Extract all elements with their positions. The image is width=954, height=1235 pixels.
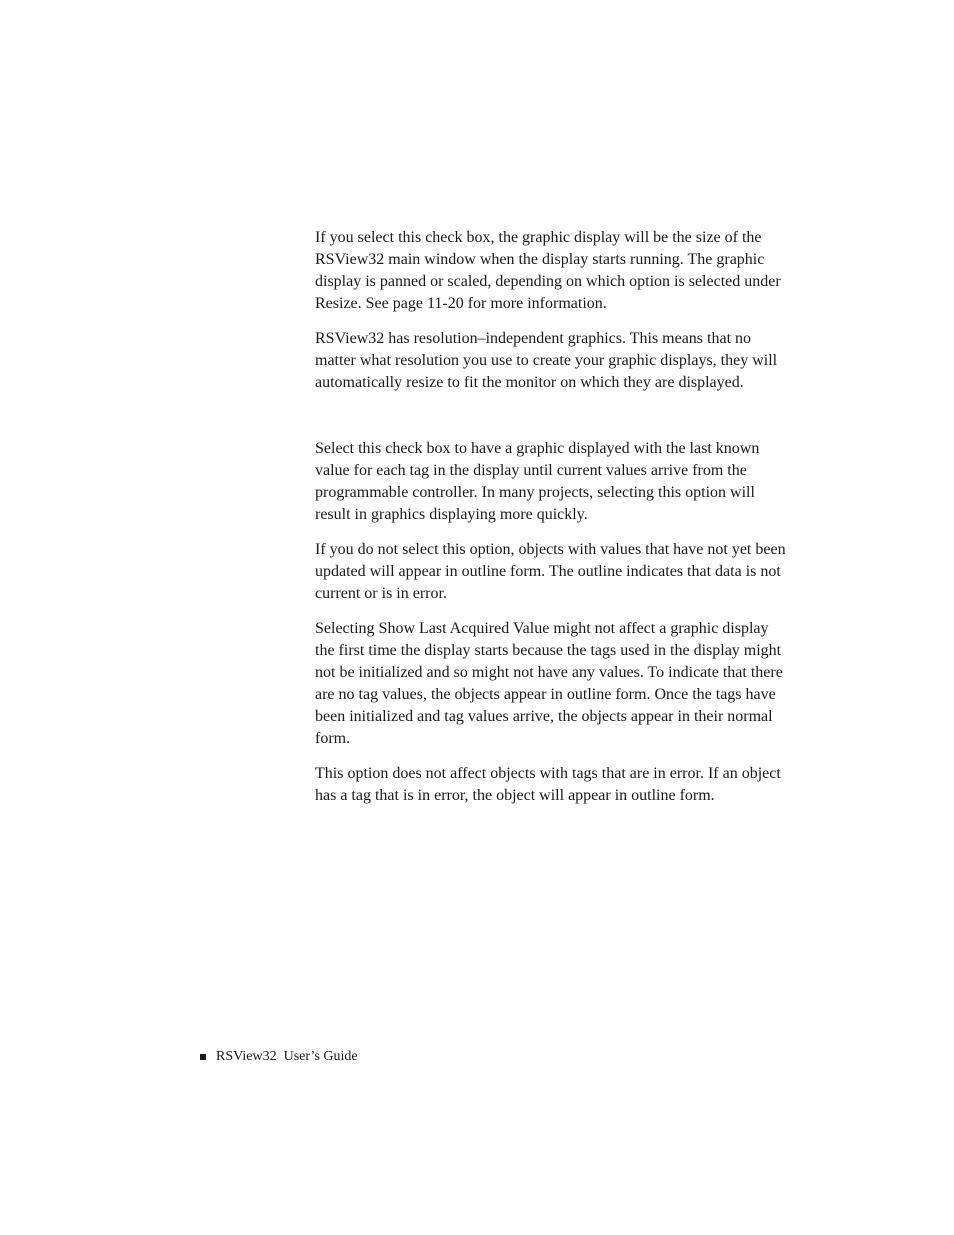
paragraph-outline-form: If you do not select this option, objects with values that have not yet been updated will appear in outline form. The outline indicates that data is not current or is in error. bbox=[315, 541, 786, 602]
footer-title: RSView32 User’s Guide bbox=[216, 1049, 358, 1064]
paragraph-show-last-value: Select this check box to have a graphic displayed with the last known value for each tag in the display until current values arrive from the programmable controller. In many projects, selecting this option will result in graphics displaying more quickly. bbox=[315, 440, 760, 523]
paragraph-first-time-display: Selecting Show Last Acquired Value might not affect a graphic display the first time the display starts because the tags used in the display might not be initialized and so might not have any values. To indicate that there are no tag values, the objects appear in outline form. Once the tags have been initialized and tag values arrive, the objects appear in their normal form. bbox=[315, 620, 783, 747]
paragraph-size-to-main-window: If you select this check box, the graphic display will be the size of the RSView32 main window when the display starts running. The graphic display is panned or scaled, depending on which option is selected under Resize. See page 11-20 for more information. bbox=[315, 229, 781, 312]
document-body bbox=[315, 227, 790, 807]
bullet-icon bbox=[200, 1054, 206, 1060]
paragraph-resolution-independent: RSView32 has resolution–independent graphics. This means that no matter what resolution you use to create your graphic displays, they will automatically resize to fit the monitor on which they are displayed. bbox=[315, 330, 778, 391]
page-footer bbox=[200, 1047, 358, 1067]
paragraph-tags-in-error: This option does not affect objects with tags that are in error. If an object has a tag that is in error, the object will appear in outline form. bbox=[315, 765, 781, 804]
